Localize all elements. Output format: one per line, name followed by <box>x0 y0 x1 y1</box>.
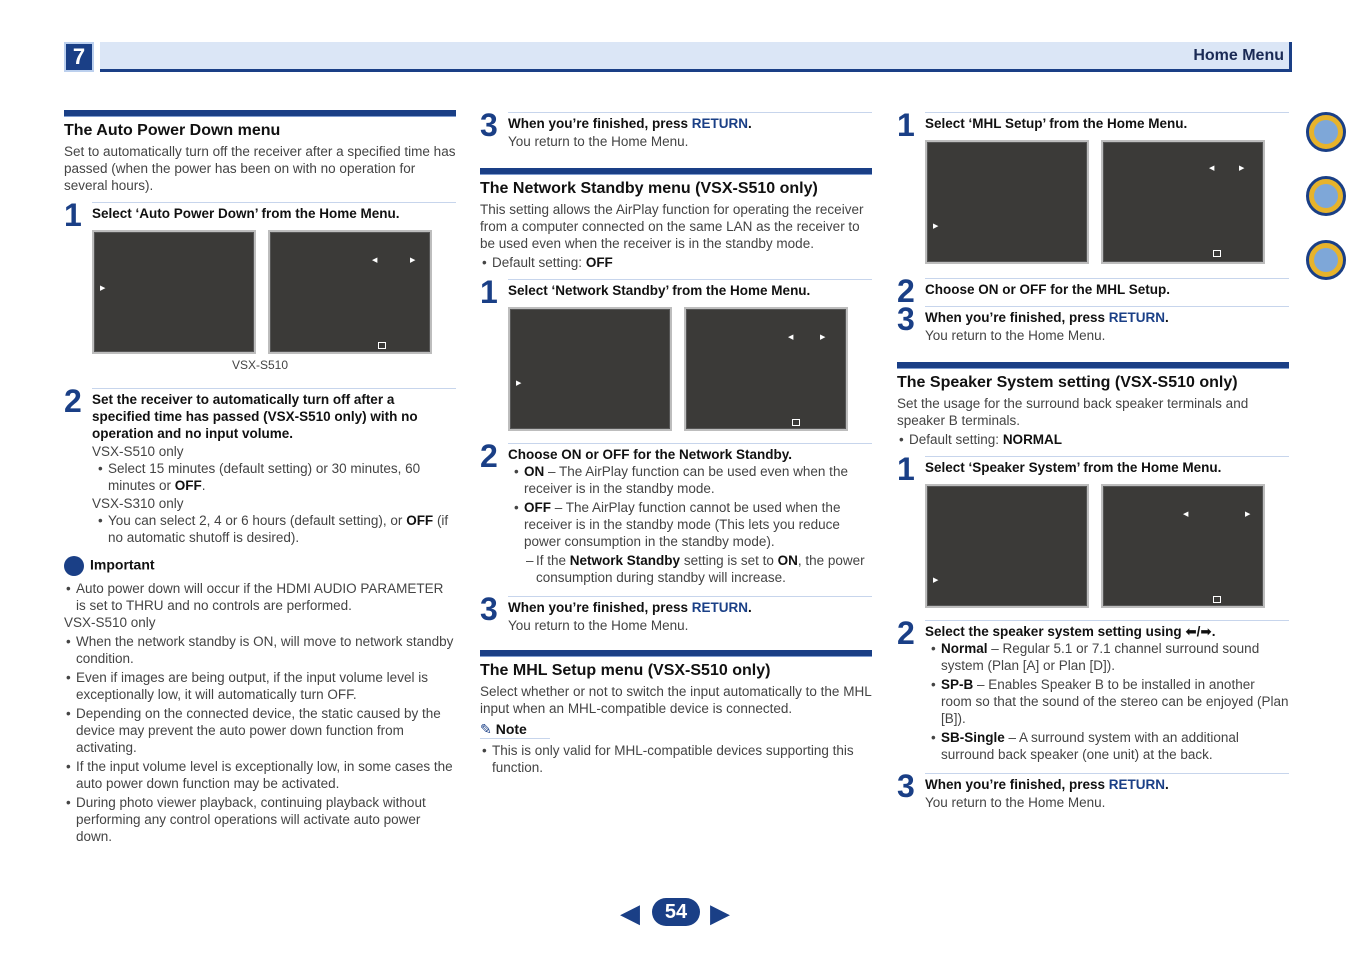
paragraph: You return to the Home Menu. <box>925 795 1106 810</box>
list-item: – If the Network Standby setting is set to ON, the power consumption during standby will increase. <box>524 552 872 586</box>
screen-image: ▶ <box>92 230 256 354</box>
step-3: 3 When you’re finished, press RETURN. You return to the Home Menu. <box>480 596 872 634</box>
list-item: • When the network standby is ON, will move to network standby condition. <box>64 633 456 667</box>
paragraph: You return to the Home Menu. <box>925 328 1106 343</box>
screen-pair <box>92 230 456 354</box>
step-2: 2 Select the speaker system setting using ⬅/➡. • Normal – Regular 5.1 or 7.1 channel surround sound system (Plan [A] or Plan [D]). • SP-B – Enables Speaker B to be installed in another room so that the sound of the stereo can be enjoyed (Plan [B]). • SB-Single – A surround system with an additional surround back speaker (one unit) at the back. <box>897 620 1289 763</box>
important-icon <box>64 556 84 576</box>
list-item: • Depending on the connected device, the static caused by the device may prevent the auto power down function from activating. <box>64 705 456 756</box>
step-1: 1 Select ‘Auto Power Down’ from the Home Menu. ▶ ◀ ▶ VSX-S510 <box>64 202 456 372</box>
step-text: Set the receiver to automatically turn off after a specified time has passed (VSX-S510 only) with no operation and no input volume. <box>92 388 456 442</box>
screen-pair <box>508 307 872 431</box>
paragraph: You return to the Home Menu. <box>508 618 689 633</box>
section-bar <box>897 362 1289 369</box>
list-item: • Normal – Regular 5.1 or 7.1 channel surround sound system (Plan [A] or Plan [D]). <box>929 640 1289 674</box>
note-heading: ✎ Note <box>480 721 550 739</box>
page-title: Home Menu <box>1193 47 1284 64</box>
previous-page-arrow-icon[interactable]: ◀ <box>620 898 640 928</box>
section-title: The Auto Power Down menu <box>64 122 281 139</box>
step-text: Select ‘Speaker System’ from the Home Menu. <box>925 456 1289 476</box>
step-text: Choose ON or OFF for the MHL Setup. <box>925 278 1289 298</box>
column-3 <box>897 107 1289 811</box>
paragraph: This setting allows the AirPlay function for operating the receiver from a computer connected on the same LAN as the receiver to be used even when the receiver is in the standby mode. <box>480 202 864 251</box>
default-setting: • Default setting: OFF <box>480 254 872 271</box>
step-1: 1 Select ‘Network Standby’ from the Home Menu. ▶ ◀ ▶ <box>480 279 872 431</box>
help-icon[interactable] <box>1306 240 1346 280</box>
column-2 <box>480 107 872 776</box>
list-item: • SP-B – Enables Speaker B to be installed in another room so that the sound of the stereo can be enjoyed (Plan [B]). <box>929 676 1289 727</box>
list-item: • During photo viewer playback, continuing playback without performing any control operations will activate auto power down. <box>64 794 456 845</box>
step-text: Select ‘Network Standby’ from the Home Menu. <box>508 279 872 299</box>
list-item: • Auto power down will occur if the HDMI AUDIO PARAMETER is set to THRU and no controls are performed. <box>64 580 456 614</box>
screen-image: ▶ <box>925 484 1089 608</box>
caption: VSX-S510 <box>231 358 289 372</box>
section-bar <box>64 110 456 117</box>
step-text: Select the speaker system setting using ⬅/➡. <box>925 620 1289 640</box>
step-text: When you’re finished, press RETURN. <box>508 112 872 132</box>
list-item: • If the input volume level is exceptionally low, in some cases the auto power down function may be activated. <box>64 758 456 792</box>
paragraph: Set to automatically turn off the receiver after a specified time has passed (when the power has been on with no operation for several hours). <box>64 144 456 193</box>
screen-image: ◀ ▶ <box>684 307 848 431</box>
step-text: When you’re finished, press RETURN. <box>925 306 1289 326</box>
column-1 <box>64 110 456 845</box>
screen-image: ▶ <box>508 307 672 431</box>
step-3: 3 When you’re finished, press RETURN. You return to the Home Menu. <box>480 112 872 150</box>
list-item: • OFF – The AirPlay function cannot be used when the receiver is in the standby mode (This lets you reduce power consumption in the standby mode). <box>512 499 872 550</box>
step-1: 1 Select ‘MHL Setup’ from the Home Menu. ▶ ◀ ▶ <box>897 112 1289 264</box>
list-item: • You can select 2, 4 or 6 hours (default setting), or OFF (if no automatic shutoff is desired). <box>96 512 456 546</box>
list-item: • Even if images are being output, if the input volume level is exceptionally low, it will automatically turn OFF. <box>64 669 456 703</box>
pencil-icon: ✎ <box>480 721 492 737</box>
section-bar <box>480 168 872 175</box>
step-text: Select ‘Auto Power Down’ from the Home Menu. <box>92 202 456 222</box>
list-item: • SB-Single – A surround system with an additional surround back speaker (one unit) at the back. <box>929 729 1289 763</box>
list-item: • ON – The AirPlay function can be used even when the receiver is in the standby mode. <box>512 463 872 497</box>
paragraph: Set the usage for the surround back speaker terminals and speaker B terminals. <box>897 396 1249 428</box>
remote-icon[interactable] <box>1306 176 1346 216</box>
step-text: Select ‘MHL Setup’ from the Home Menu. <box>925 112 1289 132</box>
step-3: 3 When you’re finished, press RETURN. You return to the Home Menu. <box>897 306 1289 344</box>
section-title: The Speaker System setting (VSX-S510 only) <box>897 374 1238 391</box>
section-title: The MHL Setup menu (VSX-S510 only) <box>480 662 771 679</box>
model-label: VSX-S510 only <box>92 444 184 459</box>
step-text: Choose ON or OFF for the Network Standby. <box>508 443 872 463</box>
chapter-number: 7 <box>64 42 94 72</box>
section-title: The Network Standby menu (VSX-S510 only) <box>480 180 818 197</box>
step-1: 1 Select ‘Speaker System’ from the Home Menu. ▶ ◀ ▶ <box>897 456 1289 608</box>
step-2: 2 Set the receiver to automatically turn off after a specified time has passed (VSX-S510 only) with no operation and no input volume. VSX-S510 only • Select 15 minutes (default setting) or 30 minutes, 60 minutes or OFF. VSX-S310 only • You can select 2, 4 or 6 hours (default setting), or OFF (if no automatic shutoff is desired). <box>64 388 456 546</box>
header-bar <box>100 42 1292 72</box>
screen-image: ◀ ▶ <box>1101 484 1265 608</box>
screen-image: ◀ ▶ <box>1101 140 1265 264</box>
model-label: VSX-S310 only <box>92 496 184 511</box>
model-label: VSX-S510 only <box>64 615 156 630</box>
step-text: When you’re finished, press RETURN. <box>508 596 872 616</box>
paragraph: Select whether or not to switch the input automatically to the MHL input when an MHL-compatible device is connected. <box>480 684 872 716</box>
list-item: • Select 15 minutes (default setting) or 30 minutes, 60 minutes or OFF. <box>96 460 456 494</box>
screen-pair <box>925 484 1289 608</box>
step-3: 3 When you’re finished, press RETURN. You return to the Home Menu. <box>897 773 1289 811</box>
section-bar <box>480 650 872 657</box>
important-heading: Important <box>64 556 456 576</box>
step-text: When you’re finished, press RETURN. <box>925 773 1289 793</box>
step-2: 2 Choose ON or OFF for the MHL Setup. <box>897 278 1289 298</box>
paragraph: You return to the Home Menu. <box>508 134 689 149</box>
screen-image: ▶ <box>925 140 1089 264</box>
next-page-arrow-icon[interactable]: ▶ <box>710 898 730 928</box>
step-2: 2 Choose ON or OFF for the Network Standby. • ON – The AirPlay function can be used even when the receiver is in the standby mode. • OFF – The AirPlay function cannot be used when the receiver is in the standby mode (This lets you reduce power consumption in the standby mode). – If the Network Standby setting is set to ON, the power consumption during standby will increase. <box>480 443 872 586</box>
screen-image: ◀ ▶ <box>268 230 432 354</box>
page-number: 54 <box>652 898 700 926</box>
list-item: • This is only valid for MHL-compatible devices supporting this function. <box>480 742 872 776</box>
screen-pair <box>925 140 1289 264</box>
book-icon[interactable] <box>1306 112 1346 152</box>
default-setting: • Default setting: NORMAL <box>897 431 1289 448</box>
